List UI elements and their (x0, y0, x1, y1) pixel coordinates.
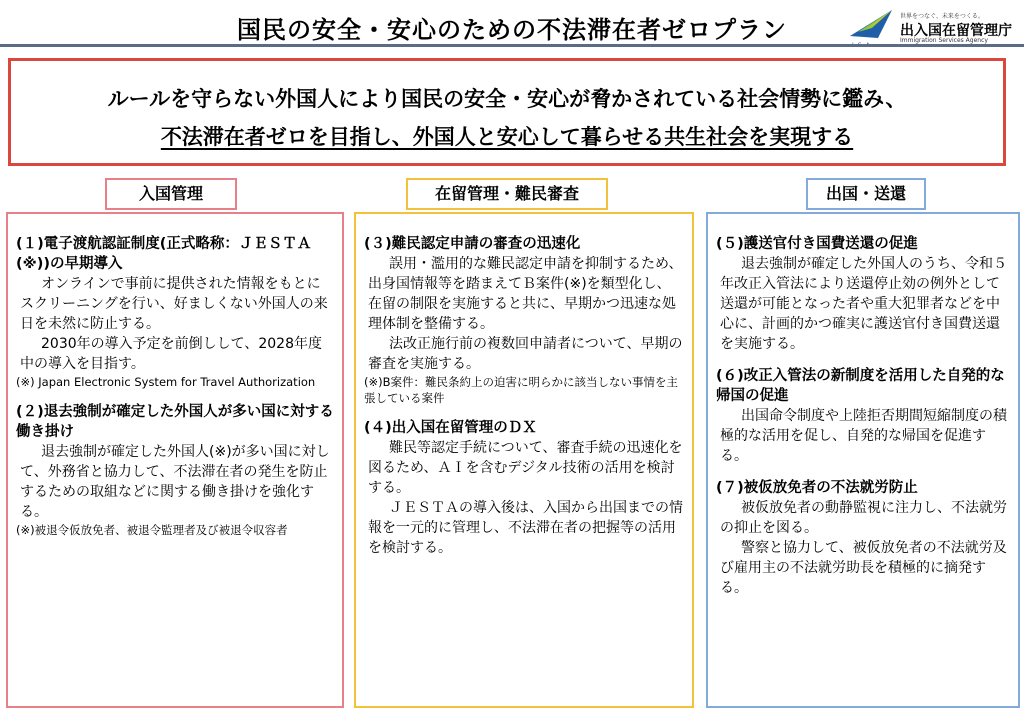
section-7-paragraph-2: 警察と協力して、被仮放免者の不法就労及び雇用主の不法就労助長を積極的に摘発する。 (720, 540, 1007, 596)
section-1-note: (※) Japan Electronic System for Travel Authorization (16, 375, 316, 389)
section-7-paragraph-1: 被仮放免者の動静監視に注力し、不法就労の抑止を図る。 (720, 500, 1007, 536)
section-5-paragraph-1: 退去強制が確定した外国人のうち、令和５年改正入管法により送還停止効の例外として送還が可能となった者や重大犯罪者などを中心に、計画的かつ確実に護送官付き国費送還を実施する。 (720, 256, 1007, 352)
section-3-note: (※)B案件：難民条約上の迫害に明らかに該当しない事情を主張している案件 (364, 375, 678, 405)
logo-org-name: 出入国在留管理庁 (900, 23, 1012, 39)
section-2 (16, 402, 334, 538)
section-6-title: (６)改正入管法の新制度を活用した自発的な帰国の促進 (716, 368, 1005, 404)
column-departure-removal (706, 212, 1020, 708)
section-2-title: (２)退去強制が確定した外国人が多い国に対する働き掛け (16, 404, 334, 440)
section-6 (716, 366, 1010, 466)
section-5 (716, 234, 1010, 354)
section-3-paragraph-1: 誤用・濫用的な難民認定申請を抑制するため、出身国情報等を踏まえてＢ案件(※)を類型化し、在留の制限を実施すると共に、早期かつ迅速な処理体制を整備する。 (368, 256, 683, 332)
section-7-title: (７)被仮放免者の不法就労防止 (716, 480, 918, 496)
section-1-title: (１)電子渡航認証制度(正式略称：ＪＥＳＴＡ(※))の早期導入 (16, 236, 312, 272)
section-1 (16, 234, 334, 390)
logo-tagline: 世界をつなぐ、未来をつくる。 (900, 13, 984, 20)
column-entry-control (6, 212, 344, 708)
section-3-paragraph-2: 法改正施行前の複数回申請者について、早期の審査を実施する。 (368, 336, 683, 372)
section-5-title: (５)護送官付き国費送還の促進 (716, 236, 918, 252)
mission-line-2: 不法滞在者ゼロを目指し、外国人と安心して暮らせる共生社会を実現する (160, 125, 854, 149)
section-4 (364, 418, 684, 558)
section-1-paragraph-2: 2030年の導入予定を前倒しして、2028年度中の導入を目指す。 (20, 336, 322, 372)
section-3-title: (３)難民認定申請の審査の迅速化 (364, 236, 581, 252)
column-header-residence-refugee: 在留管理・難民審査 (406, 178, 608, 210)
section-4-paragraph-2: ＪＥＳＴＡの導入後は、入国から出国までの情報を一元的に管理し、不法滞在者の把握等の活用を検討する。 (368, 500, 683, 556)
mission-statement-box (8, 58, 1006, 166)
column-residence-refugee (354, 212, 694, 708)
column-header-entry-control: 入国管理 (105, 178, 237, 210)
isa-logo-mark-icon (848, 8, 898, 44)
agency-logo (848, 8, 1024, 46)
section-6-paragraph-1: 出国命令制度や上陸拒否期間短縮制度の積極的な活用を促し、自発的な帰国を促進する。 (720, 408, 1007, 464)
logo-org-name-en: Immigration Services Agency (900, 37, 988, 44)
section-4-title: (４)出入国在留管理のＤＸ (364, 420, 537, 436)
page-title: 国民の安全・安心のための不法滞在者ゼロプラン (237, 16, 787, 44)
section-2-paragraph-1: 退去強制が確定した外国人(※)が多い国に対して、外務省と協力して、不法滞在者の発生を防止するための取組などに関する働き掛けを強化する。 (20, 444, 330, 520)
section-1-paragraph-1: オンラインで事前に提供された情報をもとにスクリーニングを行い、好ましくない外国人の来日を未然に防止する。 (20, 276, 328, 332)
title-divider (0, 44, 1024, 47)
column-header-departure-removal: 出国・送還 (806, 178, 926, 210)
section-2-note: (※)被退令仮放免者、被退令監理者及び被退令収容者 (16, 523, 288, 537)
section-4-paragraph-1: 難民等認定手続について、審査手続の迅速化を図るため、ＡＩを含むデジタル技術の活用を検討する。 (368, 440, 683, 496)
section-7 (716, 478, 1010, 598)
section-3 (364, 234, 684, 406)
mission-line-1: ルールを守らない外国人により国民の安全・安心が脅かされている社会情勢に鑑み、 (107, 87, 907, 111)
